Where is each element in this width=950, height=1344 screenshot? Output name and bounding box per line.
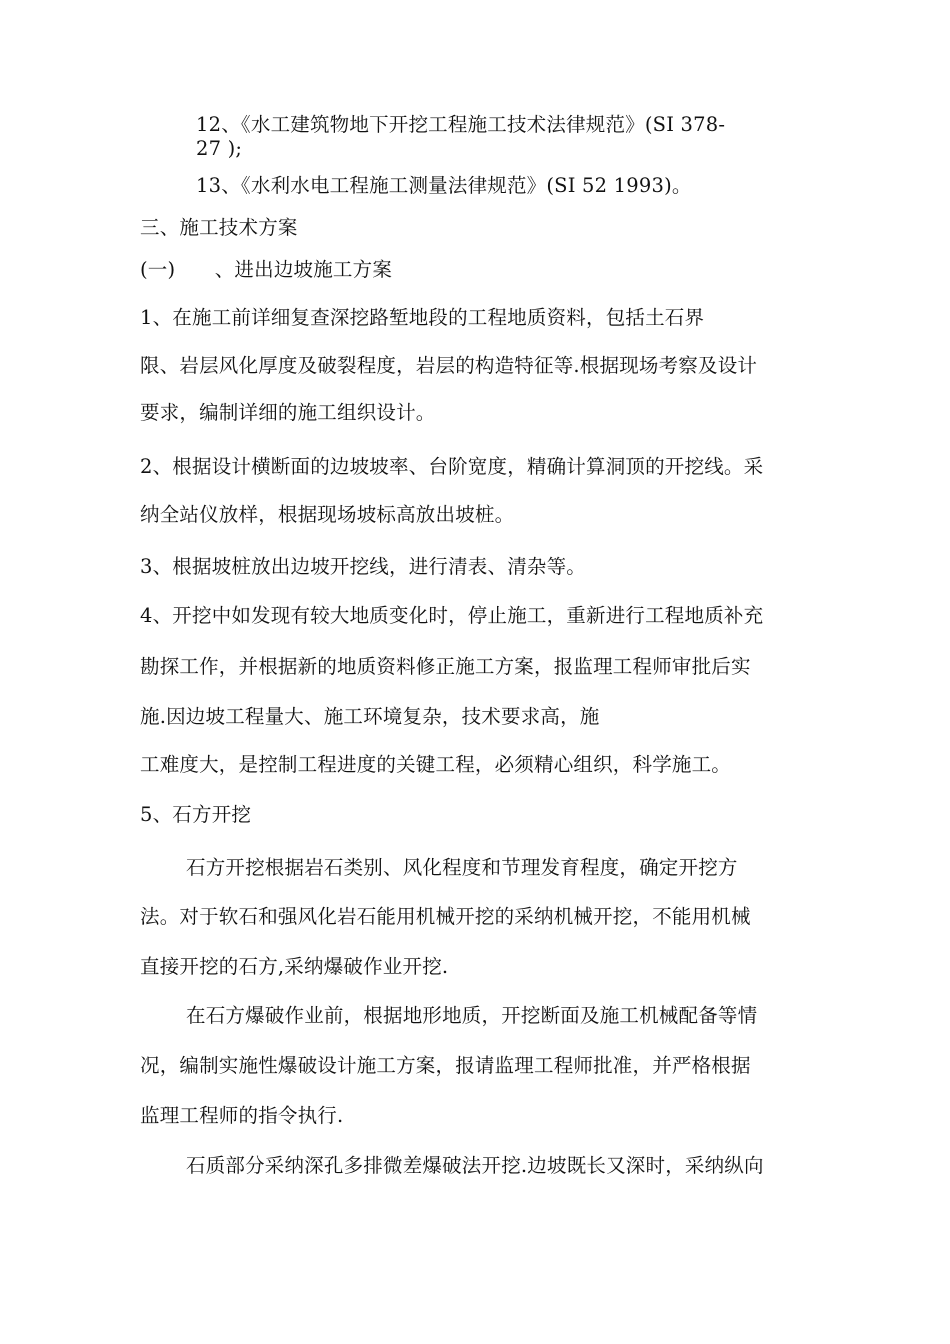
paragraph-line: 纳全站仪放样，根据现场坡标高放出坡桩。 <box>140 503 515 526</box>
paragraph-line: 勘探工作，并根据新的地质资料修正施工方案，报监理工程师审批后实 <box>140 655 751 678</box>
paragraph-line: 况，编制实施性爆破设计施工方案，报请监理工程师批准，并严格根据 <box>140 1054 751 1077</box>
paragraph-line: 直接开挖的石方,采纳爆破作业开挖. <box>140 955 449 978</box>
paragraph-line: 工难度大，是控制工程进度的关键工程，必须精心组织，科学施工。 <box>140 753 732 776</box>
paragraph-line: 1、在施工前详细复查深挖路堑地段的工程地质资料，包括土石界 <box>140 306 705 329</box>
reference-item-12: 12、《水工建筑物地下开挖工程施工技术法律规范》(SI 378- <box>196 113 726 136</box>
paragraph-line: 监理工程师的指令执行. <box>140 1104 344 1127</box>
paragraph-line: 石质部分采纳深孔多排微差爆破法开挖.边坡既长又深时，采纳纵向 <box>186 1154 764 1177</box>
subsection-heading: (一) 、进出边坡施工方案 <box>140 258 393 281</box>
numbered-heading: 5、石方开挖 <box>140 803 252 826</box>
paragraph-line: 石方开挖根据岩石类别、风化程度和节理发育程度，确定开挖方 <box>186 856 738 879</box>
paragraph-line: 施.因边坡工程量大、施工环境复杂，技术要求高，施 <box>140 705 600 728</box>
paragraph-line: 3、根据坡桩放出边坡开挖线，进行清表、清杂等。 <box>140 555 587 578</box>
paragraph-line: 法。对于软石和强风化岩石能用机械开挖的采纳机械开挖，不能用机械 <box>140 905 751 928</box>
reference-item-12-continuation: 27 ); <box>196 137 243 160</box>
paragraph-line: 要求，编制详细的施工组织设计。 <box>140 401 436 424</box>
section-heading: 三、施工技术方案 <box>140 216 298 239</box>
paragraph-line: 4、开挖中如发现有较大地质变化时，停止施工，重新进行工程地质补充 <box>140 604 764 627</box>
paragraph-line: 2、根据设计横断面的边坡坡率、台阶宽度，精确计算洞顶的开挖线。采 <box>140 455 764 478</box>
paragraph-line: 限、岩层风化厚度及破裂程度，岩层的构造特征等.根据现场考察及设计 <box>140 354 758 377</box>
paragraph-line: 在石方爆破作业前，根据地形地质，开挖断面及施工机械配备等情 <box>186 1004 758 1027</box>
reference-item-13: 13、《水利水电工程施工测量法律规范》(SI 52 1993)。 <box>196 174 692 197</box>
